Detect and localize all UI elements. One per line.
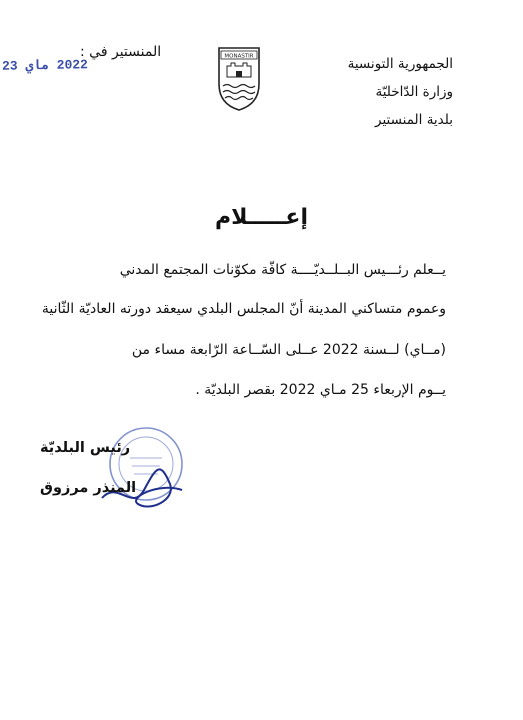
country-name: الجمهورية التونسية — [347, 56, 453, 72]
ministry-name: وزارة الدّاخليّة — [375, 84, 453, 100]
notice-line: يــعلم رئـــيس البــلــديّــــة كافّة مكوّنات المجتمع المدني — [119, 262, 446, 278]
letterhead — [293, 50, 453, 134]
notice-line: وعموم متساكني المدينة أنّ المجلس البلدي سيعقد دورته العاديّة الثّانية — [41, 301, 446, 317]
signatory-title: رئيس البلديّة — [40, 440, 131, 456]
date-stamp: 2022 ماي 23 — [1, 57, 89, 74]
signatory-name: المنذر مرزوق — [40, 480, 137, 496]
notice-line: (مــاي) لــسنة 2022 عــلى السّــاعة الرّابعة مساء من — [131, 342, 446, 358]
logo-text: MONASTIR — [224, 53, 254, 60]
municipality-name: بلدية المنستير — [375, 112, 453, 128]
notice-line: يــوم الإربعاء 25 مـاي 2022 بقصر البلديّة . — [195, 382, 446, 398]
notice-title: إعـــــلام — [215, 205, 308, 230]
official-seal — [98, 420, 188, 520]
place-date-label: المنستير في : — [80, 44, 162, 60]
monastir-crest-icon — [215, 44, 263, 114]
